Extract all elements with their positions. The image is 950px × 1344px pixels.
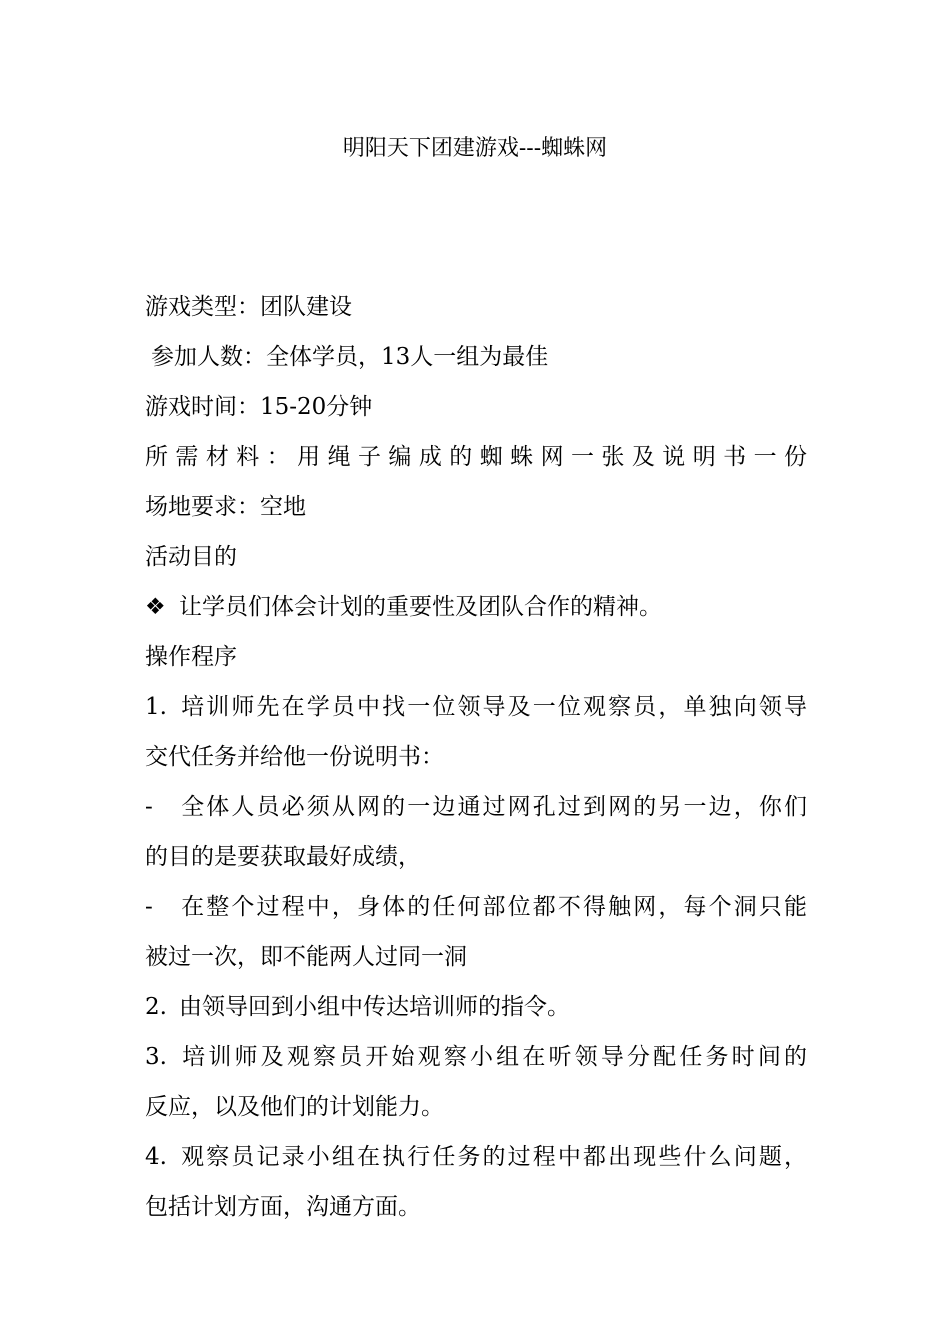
purpose-text: 让学员们体会计划的重要性及团队合作的精神。 [179, 594, 662, 620]
field-game-type: 游戏类型：团队建设 [145, 294, 352, 320]
field-materials: 所需材料：用绳子编成的蜘蛛网一张及说明书一份 [145, 444, 807, 470]
field-venue: 场地要求：空地 [145, 494, 306, 520]
document-title: 明阳天下团建游戏---蜘蛛网 [342, 136, 608, 161]
step-4-line-1: 4. 观察员记录小组在执行任务的过程中都出现些什么问题， [145, 1132, 807, 1182]
step-1-line-1: 1. 培训师先在学员中找一位领导及一位观察员，单独向领导 [145, 682, 807, 732]
step-2-line-1: 2. 由领导回到小组中传达培训师的指令。 [145, 982, 807, 1032]
procedure-heading: 操作程序 [145, 644, 237, 670]
sub-item-2-line-1: - 在整个过程中，身体的任何部位都不得触网，每个洞只能 [145, 882, 807, 932]
field-game-time: 游戏时间：15-20分钟 [145, 394, 373, 420]
dash-marker: - [145, 894, 153, 920]
diamond-bullet-icon: ❖ [145, 594, 166, 620]
purpose-heading: 活动目的 [145, 544, 237, 570]
purpose-bullet-item [145, 582, 807, 632]
step-1-line-2: 交代任务并给他一份说明书： [145, 744, 444, 770]
step-3-line-2: 反应，以及他们的计划能力。 [145, 1094, 444, 1120]
sub-item-1-line-2: 的目的是要获取最好成绩， [145, 844, 421, 870]
dash-marker: - [145, 794, 153, 820]
step-3-line-1: 3. 培训师及观察员开始观察小组在听领导分配任务时间的 [145, 1032, 807, 1082]
sub-item-2-line-2: 被过一次，即不能两人过同一洞 [145, 944, 467, 970]
step-number: 3. [145, 1044, 167, 1070]
step-number: 2. [145, 994, 167, 1020]
sub-item-1-line-1: - 全体人员必须从网的一边通过网孔过到网的另一边，你们 [145, 782, 807, 832]
field-participants: 参加人数：全体学员，13人一组为最佳 [151, 344, 549, 370]
step-4-line-2: 包括计划方面，沟通方面。 [145, 1194, 421, 1220]
step-number: 1. [145, 694, 167, 720]
step-number: 4. [145, 1144, 167, 1170]
document-body [145, 282, 807, 1232]
